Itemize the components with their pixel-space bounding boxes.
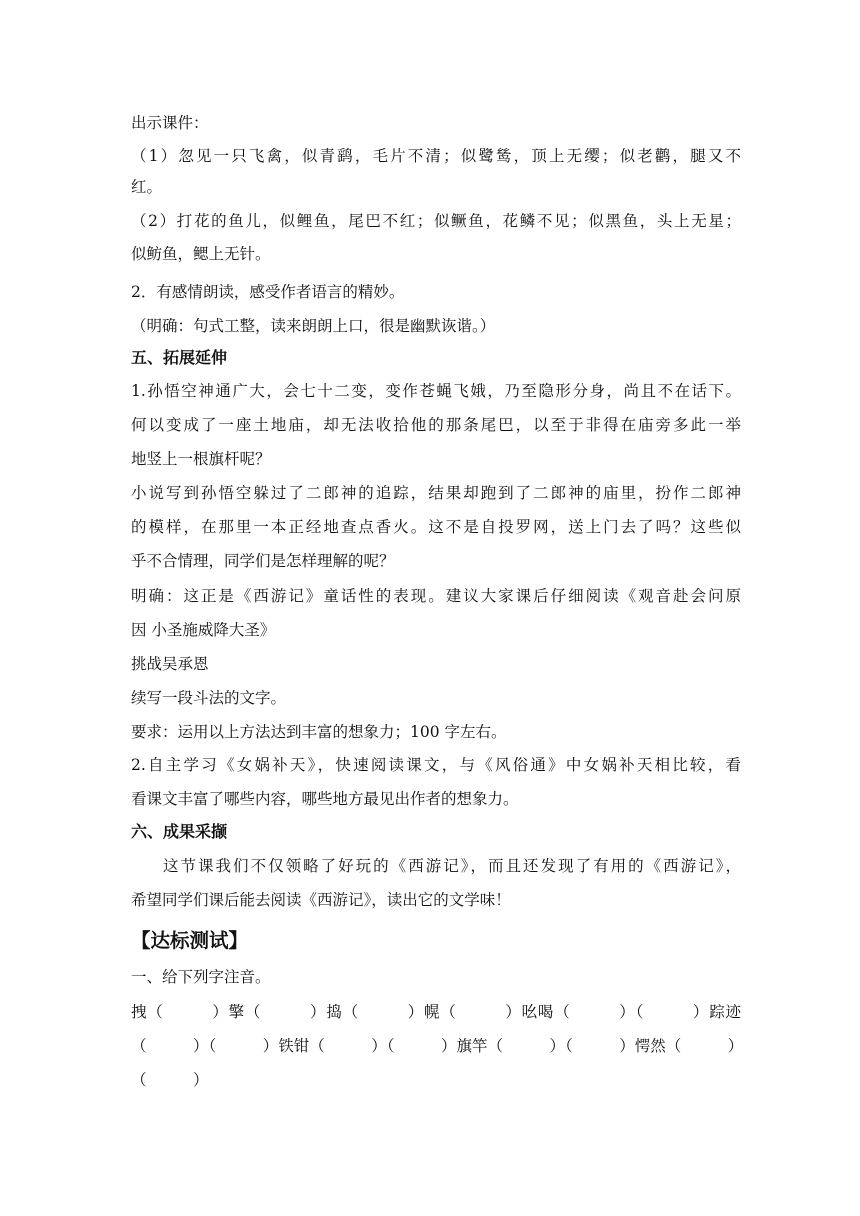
- clarify-1: （明确：句式工整，读来朗朗上口，很是幽默诙谐。）: [131, 317, 496, 335]
- continue-write-text: 续写一段斗法的文字。: [131, 689, 287, 707]
- show-courseware-label: 出示课件：: [131, 114, 209, 132]
- point-2: 2．有感情朗读，感受作者语言的精妙。: [131, 283, 405, 301]
- question1-line1: 1.孙悟空神通广大，会七十二变，变作苍蝇飞娥，乃至隐形分身，尚且不在话下。: [131, 382, 741, 400]
- clarify2-line1: 明确：这正是《西游记》童话性的表现。建议大家课后仔细阅读《观音赴会问原: [131, 587, 741, 605]
- pinyin-line2: （ ）（ ）铁钳（ ）（ ）旗竿（ ）（ ）愕然（ ）: [131, 1037, 744, 1055]
- question2-line1: 2.自主学习《女娲补天》，快速阅读课文，与《风俗通》中女娲补天相比较，看: [131, 756, 741, 774]
- test-question1: 一、给下列字注音。: [131, 968, 271, 986]
- test-title: 【达标测试】: [131, 929, 249, 952]
- item1-line1: （1）忽见一只飞禽，似青鹞，毛片不清；似鹭鸶，顶上无缨；似老鹳，腿又不: [131, 147, 741, 165]
- section6-title: 六、成果采撷: [131, 822, 228, 841]
- section5-title: 五、拓展延伸: [131, 348, 228, 367]
- novel-line2: 的模样，在那里一本正经地查点香火。这不是自投罗网，送上门去了吗？这些似: [131, 518, 741, 536]
- summary-line2: 希望同学们课后能去阅读《西游记》，读出它的文学味！: [131, 891, 511, 909]
- question1-line3: 地竖上一根旗杆呢？: [131, 450, 271, 468]
- pinyin-line3: （ ）: [131, 1071, 209, 1089]
- challenge-text: 挑战吴承恩: [131, 655, 209, 673]
- item2-line2: 似鲂鱼，鳃上无针。: [131, 245, 271, 263]
- item1-line2: 红。: [131, 178, 163, 196]
- summary-line1: 这节课我们不仅领略了好玩的《西游记》，而且还发现了有用的《西游记》，: [163, 857, 741, 875]
- question1-line2: 何以变成了一座土地庙，却无法收拾他的那条尾巴，以至于非得在庙旁多此一举: [131, 416, 741, 434]
- novel-line3: 乎不合情理，同学们是怎样理解的呢？: [131, 552, 395, 570]
- clarify2-line2: 因 小圣施威降大圣》: [131, 621, 276, 639]
- requirement-text: 要求：运用以上方法达到丰富的想象力；100 字左右。: [131, 723, 507, 741]
- question2-line2: 看课文丰富了哪些内容，哪些地方最见出作者的想象力。: [131, 790, 519, 808]
- pinyin-line1: 拽（ ）擎（ ）捣（ ）幌（ ）吆喝（ ）（ ）踪迹: [131, 1003, 741, 1021]
- novel-line1: 小说写到孙悟空躲过了二郎神的追踪，结果却跑到了二郎神的庙里，扮作二郎神: [131, 484, 741, 502]
- item2-line1: （2）打花的鱼儿，似鲤鱼，尾巴不红；似鳜鱼，花鳞不见；似黑鱼，头上无星；: [131, 212, 741, 230]
